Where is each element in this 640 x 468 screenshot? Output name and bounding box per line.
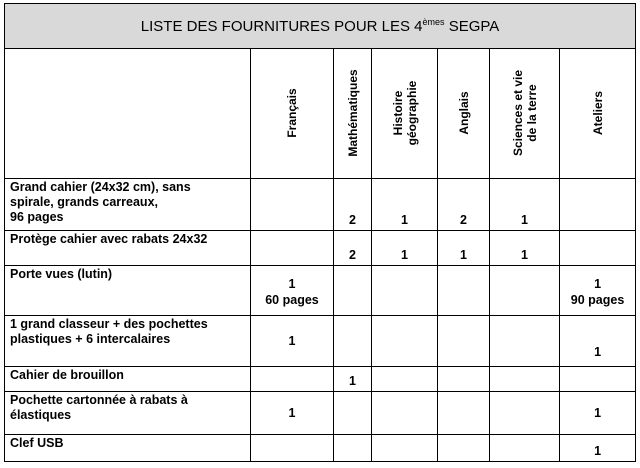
header-histoire-geographie-label: Histoire géographie: [390, 81, 419, 146]
cell-value: [251, 230, 334, 265]
item-label: 1 grand classeur + des pochettes plastiques + 6 intercalaires: [5, 316, 251, 366]
supplies-table: [4, 3, 636, 462]
cell-value: [372, 266, 438, 316]
title-superscript: èmes: [422, 17, 445, 28]
table-row: [5, 391, 636, 434]
cell-value: [251, 366, 334, 391]
cell-value: [560, 366, 636, 391]
cell-value: 1 90 pages: [560, 266, 636, 316]
item-label: Clef USB: [5, 434, 251, 461]
cell-value: [560, 230, 636, 265]
cell-value: 1: [251, 391, 334, 434]
header-svt-label: Sciences et vie de la terre: [510, 70, 539, 157]
cell-value: 1: [372, 230, 438, 265]
cell-value: 2: [438, 178, 490, 230]
cell-value: [490, 316, 560, 366]
header-anglais: [438, 49, 490, 179]
cell-value: 2: [334, 178, 372, 230]
page-title: [5, 4, 636, 49]
header-anglais-label: Anglais: [456, 91, 471, 136]
cell-value: [372, 391, 438, 434]
cell-value: [438, 391, 490, 434]
cell-value: [490, 266, 560, 316]
cell-value: [438, 316, 490, 366]
table-row: [5, 178, 636, 230]
header-mathematiques-label: Mathématiques: [345, 69, 360, 158]
cell-value: [490, 434, 560, 461]
cell-value: 1: [334, 366, 372, 391]
header-francais: [251, 49, 334, 179]
cell-value: [251, 434, 334, 461]
cell-value: [372, 316, 438, 366]
cell-value: 1: [372, 178, 438, 230]
cell-value: [490, 391, 560, 434]
cell-value: 1: [251, 316, 334, 366]
header-ateliers-label: Ateliers: [590, 91, 605, 136]
subject-header-row: [5, 49, 636, 179]
cell-value: 1: [438, 230, 490, 265]
cell-value: 1: [560, 391, 636, 434]
cell-value: 2: [334, 230, 372, 265]
header-mathematiques: [334, 49, 372, 179]
cell-value: [334, 266, 372, 316]
cell-value: [372, 366, 438, 391]
header-svt: [490, 49, 560, 179]
cell-value: [334, 391, 372, 434]
table-row: [5, 434, 636, 461]
cell-value: 1: [490, 178, 560, 230]
cell-value: [334, 316, 372, 366]
header-histoire-geographie: [372, 49, 438, 179]
table-row: [5, 266, 636, 316]
cell-value: 1: [560, 316, 636, 366]
item-label: Protège cahier avec rabats 24x32: [5, 230, 251, 265]
cell-value: [372, 434, 438, 461]
cell-value: 1: [490, 230, 560, 265]
header-ateliers: [560, 49, 636, 179]
item-label: Pochette cartonnée à rabats à élastiques: [5, 391, 251, 434]
header-empty-cell: [5, 49, 251, 179]
cell-value: [438, 366, 490, 391]
header-francais-label: Français: [285, 88, 299, 139]
cell-value: [438, 434, 490, 461]
item-label: Cahier de brouillon: [5, 366, 251, 391]
cell-value: [334, 434, 372, 461]
title-suffix: SEGPA: [444, 18, 500, 36]
table-row: [5, 366, 636, 391]
item-label: Porte vues (lutin): [5, 266, 251, 316]
cell-value: [438, 266, 490, 316]
title-main: LISTE DES FOURNITURES POUR LES 4: [140, 18, 423, 36]
cell-value: [490, 366, 560, 391]
cell-value: [251, 178, 334, 230]
table-row: [5, 230, 636, 265]
cell-value: [560, 178, 636, 230]
cell-value: 1 60 pages: [251, 266, 334, 316]
cell-value: 1: [560, 434, 636, 461]
item-label: Grand cahier (24x32 cm), sans spirale, grands carreaux, 96 pages: [5, 178, 251, 230]
table-row: [5, 316, 636, 366]
